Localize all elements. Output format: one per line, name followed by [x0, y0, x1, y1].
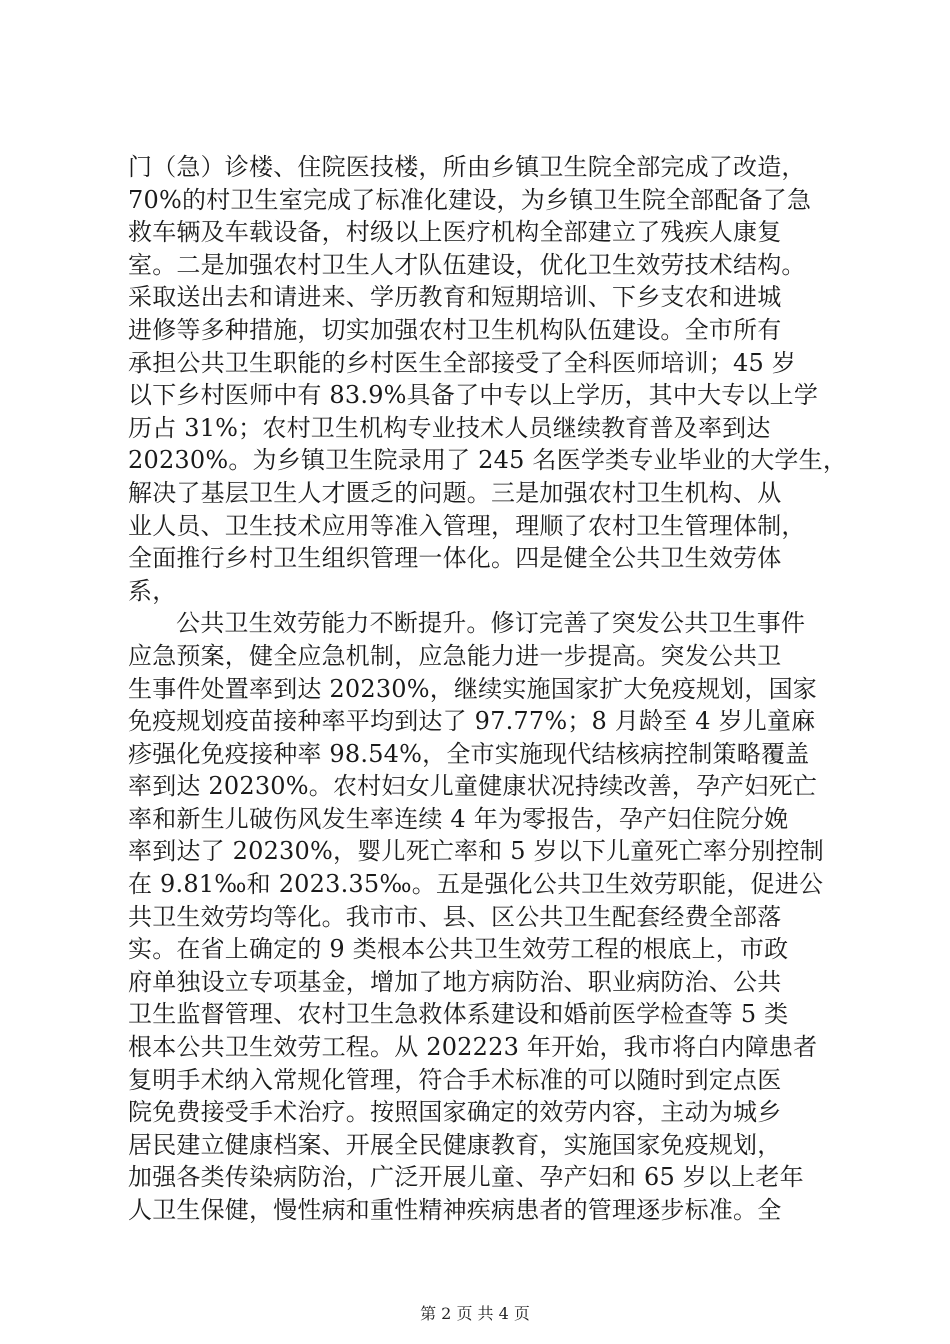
text-line: 加强各类传染病防治，广泛开展儿童、孕产妇和 65 岁以上老年: [128, 1163, 804, 1192]
text-line: 生事件处置率到达 20230%，继续实施国家扩大免疫规划，国家: [128, 674, 817, 703]
text-line: 解决了基层卫生人才匮乏的问题。三是加强农村卫生机构、从: [128, 478, 782, 507]
page-number-footer: 第 2 页 共 4 页: [420, 1304, 530, 1323]
text-line: 共卫生效劳均等化。我市市、县、区公共卫生配套经费全部落: [128, 902, 782, 931]
text-line: 院免费接受手术治疗。按照国家确定的效劳内容，主动为城乡: [128, 1098, 782, 1127]
text-line: 率到达 20230%。农村妇女儿童健康状况持续改善，孕产妇死亡: [128, 772, 817, 801]
text-line: 室。二是加强农村卫生人才队伍建设，优化卫生效劳技术结构。: [128, 250, 806, 279]
text-line: 率和新生儿破伤风发生率连续 4 年为零报告，孕产妇住院分娩: [128, 804, 789, 833]
text-line: 业人员、卫生技术应用等准入管理，理顺了农村卫生管理体制，: [128, 511, 806, 540]
text-line: 在 9.81‰和 2023.35‰。五是强化公共卫生效劳职能，促进公: [128, 870, 824, 899]
paragraph-start-line: 公共卫生效劳能力不断提升。修订完善了突发公共卫生事件: [176, 609, 806, 638]
text-line: 历占 31%；农村卫生机构专业技术人员继续教育普及率到达: [128, 413, 771, 442]
text-line: 门（急）诊楼、住院医技楼，所由乡镇卫生院全部完成了改造，: [128, 153, 806, 181]
text-line: 复明手术纳入常规化管理，符合手术标准的可以随时到定点医: [128, 1065, 782, 1094]
text-line: 20230%。为乡镇卫生院录用了 245 名医学类专业毕业的大学生，: [128, 446, 848, 475]
text-line: 疹强化免疫接种率 98.54%，全市实施现代结核病控制策略覆盖: [128, 739, 810, 768]
text-line: 根本公共卫生效劳工程。从 202223 年开始，我市将白内障患者: [128, 1033, 818, 1062]
text-line: 承担公共卫生职能的乡村医生全部接受了全科医师培训；45 岁: [128, 348, 796, 377]
text-line: 卫生监督管理、农村卫生急救体系建设和婚前医学检查等 5 类: [128, 1000, 789, 1029]
body-text: [128, 151, 848, 1227]
text-line: 救车辆及车载设备，村级以上医疗机构全部建立了残疾人康复: [128, 218, 782, 247]
text-line: 人卫生保健，慢性病和重性精神疾病患者的管理逐步标准。全: [128, 1196, 782, 1224]
text-line: 以下乡村医师中有 83.9%具备了中专以上学历，其中大专以上学: [128, 381, 819, 410]
text-line: 系，: [128, 576, 177, 605]
text-line: 采取送出去和请进来、学历教育和短期培训、下乡支农和进城: [128, 283, 782, 312]
text-line: 居民建立健康档案、开展全民健康教育，实施国家免疫规划，: [128, 1130, 782, 1159]
text-line: 进修等多种措施，切实加强农村卫生机构队伍建设。全市所有: [128, 315, 782, 344]
text-line: 免疫规划疫苗接种率平均到达了 97.77%；8 月龄至 4 岁儿童麻: [128, 707, 816, 736]
text-line: 府单独设立专项基金，增加了地方病防治、职业病防治、公共: [128, 967, 782, 996]
text-line: 实。在省上确定的 9 类根本公共卫生效劳工程的根底上，市政: [128, 935, 789, 964]
text-line: 率到达了 20230%，婴儿死亡率和 5 岁以下儿童死亡率分别控制: [128, 837, 824, 866]
text-line: 70%的村卫生室完成了标准化建设，为乡镇卫生院全部配备了急: [128, 185, 812, 214]
text-line: 应急预案，健全应急机制，应急能力进一步提高。突发公共卫: [128, 641, 782, 670]
text-line: 全面推行乡村卫生组织管理一体化。四是健全公共卫生效劳体: [128, 544, 782, 573]
